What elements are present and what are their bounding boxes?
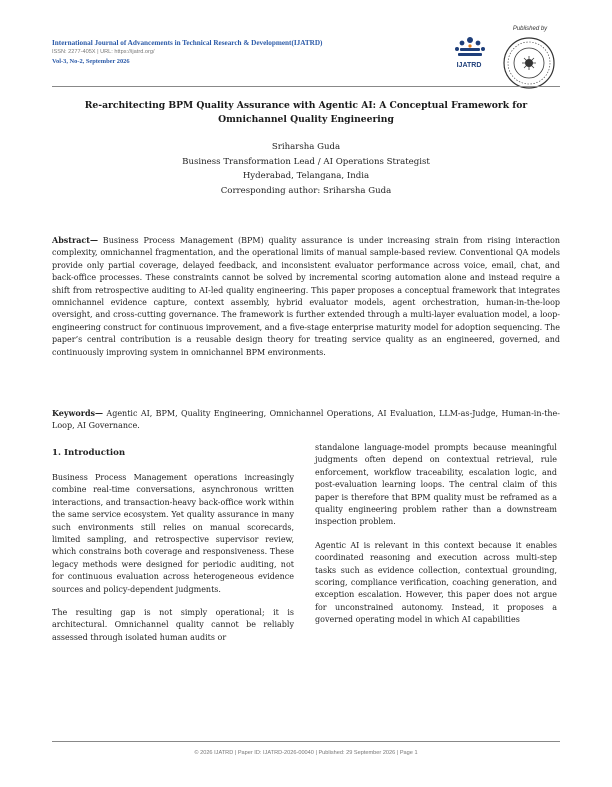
right-column bbox=[315, 442, 557, 638]
section-heading: 1. Introduction bbox=[52, 448, 126, 458]
paragraph: Agentic AI is relevant in this context because it enables coordinated reasoning and execution across multi-step tasks such as evidence collection, contextual grounding, scoring, compliance verification, coaching generation, and exception escalation. However, this paper does not argue for unconstrained autonomy. Instead, it proposes a governed operating model in which AI capabilities bbox=[315, 540, 557, 625]
keywords-text: Agentic AI, BPM, Quality Engineering, Omnichannel Operations, AI Evaluation, LLM-as-Judge, Human-in-the-Loop, AI Governance. bbox=[52, 409, 560, 431]
journal-header bbox=[52, 38, 452, 67]
paper-title: Re-architecting BPM Quality Assurance with Agentic AI: A Conceptual Framework for Omnichannel Quality Engineering bbox=[84, 100, 528, 125]
issn-url: ISSN: 2277-405X | URL: https://ijatrd.org/ bbox=[52, 49, 155, 55]
published-by-label: Published by bbox=[512, 26, 548, 32]
keywords-label: Keywords— bbox=[52, 408, 104, 418]
seal-icon bbox=[502, 36, 556, 90]
footer-divider bbox=[52, 741, 560, 742]
corresponding-author: Corresponding author: Sriharsha Guda bbox=[220, 185, 392, 196]
author-location: Hyderabad, Telangana, India bbox=[242, 171, 370, 182]
left-column bbox=[52, 446, 294, 655]
paragraph: The resulting gap is not simply operational; it is architectural. Omnichannel quality cannot be reliably assessed through isolated human audits or bbox=[52, 608, 294, 642]
logo-wordmark: IJATRD bbox=[456, 62, 482, 69]
volume-issue: Vol-3, No-2, September 2026 bbox=[52, 58, 130, 65]
abstract bbox=[52, 234, 560, 359]
journal-name: International Journal of Advancements in Technical Research & Development(IJATRD) bbox=[52, 39, 323, 47]
author-role: Business Transformation Lead / AI Operations Strategist bbox=[182, 156, 430, 167]
paragraph: standalone language-model prompts because meaningful judgments often depend on contextual retrieval, rule enforcement, workflow traceability, escalation logic, and post-evaluation learning loops. The central claim of this paper is therefore that BPM quality must be reframed as a quality engineering problem rather than a downstream inspection problem. bbox=[315, 443, 557, 527]
abstract-text: Business Process Management (BPM) quality assurance is under increasing strain from rising interaction complexity, omnichannel fragmentation, and the operational limits of manual sample-based review. Conventional QA models provide only partial coverage, delayed feedback, and inconsistent evaluator performance across voice, email, chat, and back-office processes. These constraints cannot be solved by incremental scoring automation alone and instead require a shift from retrospective auditing to AI-led quality engineering. This paper proposes a conceptual framework that integrates omnichannel evidence capture, context assembly, hybrid evaluator models, agent orchestration, human-in-the-loop oversight, and cross-cutting governance. The framework is further extended through a multi-layer evaluation model, a loop-engineering construct for continuous improvement, and a five-stage enterprise maturity model for adoption sequencing. The paper’s central contribution is a reusable design theory for treating service quality as an engineered, governed, and continuously improving system in omnichannel BPM environments. bbox=[52, 236, 560, 357]
author-name: Sriharsha Guda bbox=[271, 142, 341, 152]
keywords bbox=[52, 407, 560, 433]
paragraph: Business Process Management operations increasingly combine real-time conversations, asynchronous written interactions, and transaction-heavy back-office work within the same service ecosystem. Yet quality assurance in many such environments still relies on manual scorecards, limited sampling, and retrospective supervisor review, which constrains both coverage and responsiveness. These legacy methods were designed for periodic auditing, not for continuous evaluation across heterogeneous evidence sources and policy-dependent judgments. bbox=[52, 473, 294, 594]
page-footer: © 2026 IJATRD | Paper ID: IJATRD-2026-00040 | Published: 29 September 2026 | Page 1 bbox=[194, 750, 418, 756]
header-divider bbox=[52, 86, 560, 87]
author-block bbox=[52, 140, 560, 198]
abstract-label: Abstract— bbox=[52, 235, 98, 245]
